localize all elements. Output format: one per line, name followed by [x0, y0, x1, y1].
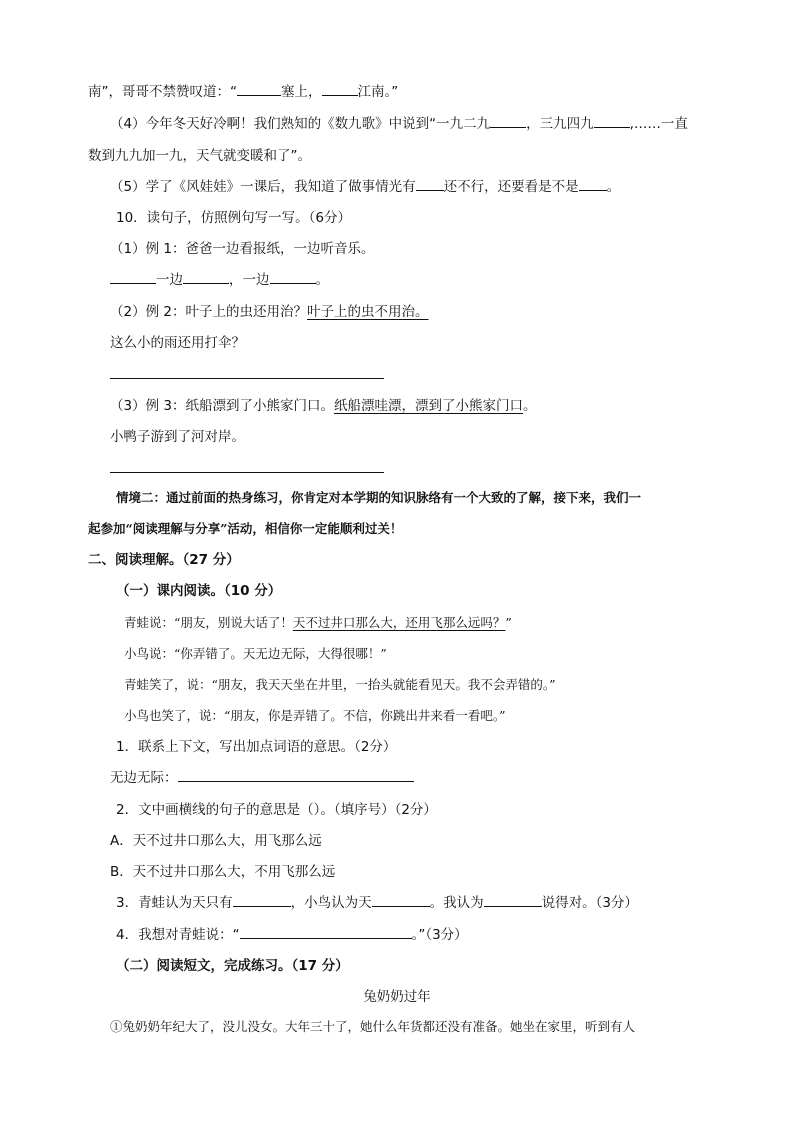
scene2-line2: 起参加“阅读理解与分享”活动，相信你一定能顺利过关！	[88, 521, 403, 536]
question-3-text-d: 说得对。（3分）	[541, 895, 638, 911]
q10-answer1-text-a: 一边	[156, 272, 183, 288]
passage-p1-underlined: 天不过井口那么大，还用飞那么远吗？	[292, 615, 506, 630]
q9-item5-text-b: 还不行，还要看是不是	[443, 179, 579, 195]
q10-example1: （1）例 1：爸爸一边看报纸，一边听音乐。	[110, 241, 375, 257]
q9-item4-text-c: ,……一直	[629, 116, 688, 132]
question-3-text-a: 3．青蛙认为天只有	[116, 895, 233, 911]
q10-answer1	[110, 270, 329, 290]
answer-blank[interactable]	[270, 270, 316, 284]
answer-line[interactable]	[110, 472, 384, 473]
answer-line[interactable]	[110, 378, 384, 379]
q10-example2	[110, 302, 428, 322]
part2-title: （二）阅读短文，完成练习。（17 分）	[116, 958, 349, 974]
answer-blank[interactable]	[484, 893, 542, 907]
question-4-text-a: 4．我想对青蛙说：“	[116, 927, 240, 943]
q10-example2-underlined: 叶子上的虫不用治。	[306, 304, 429, 320]
question-2-option-a[interactable]: A．天不过井口那么大，用飞那么远	[110, 833, 322, 849]
q9-item4-text-a: （4）今年冬天好冷啊！我们熟知的《数九歌》中说到“一九二九	[110, 116, 491, 132]
answer-blank[interactable]	[416, 177, 444, 191]
answer-blank[interactable]	[579, 177, 607, 191]
q10-answer1-text-b: ，一边	[229, 272, 270, 288]
q10-example3-underlined: 纸船漂哇漂，漂到了小熊家门口	[333, 398, 523, 414]
answer-blank[interactable]	[594, 114, 630, 128]
question-1-label: 无边无际：	[110, 770, 178, 786]
answer-blank[interactable]	[240, 925, 412, 939]
q10-example2-text: （2）例 2：叶子上的虫还用治？	[110, 304, 307, 320]
q10-example3	[110, 396, 536, 416]
question-1-answer	[110, 768, 414, 788]
answer-blank[interactable]	[233, 893, 291, 907]
q10-example3-text: （3）例 3：纸船漂到了小熊家门口。	[110, 398, 334, 414]
answer-blank[interactable]	[178, 768, 414, 782]
q9-item5	[110, 177, 620, 197]
q9-line3-text-a: 南”，哥哥不禁赞叹道：“	[88, 84, 237, 100]
question-4	[116, 925, 468, 945]
answer-blank[interactable]	[322, 82, 358, 96]
question-3-text-b: ，小鸟认为天	[290, 895, 372, 911]
answer-blank[interactable]	[490, 114, 526, 128]
part1-title: （一）课内阅读。（10 分）	[116, 583, 282, 599]
answer-blank[interactable]	[183, 270, 229, 284]
answer-blank[interactable]	[237, 82, 281, 96]
question-2-option-b[interactable]: B．天不过井口那么大，不用飞那么远	[110, 864, 336, 880]
question-2: 2．文中画横线的句子的意思是（）。（填序号）（2分）	[116, 802, 437, 818]
question-3-text-c: 。我认为	[429, 895, 484, 911]
question-4-text-b: 。”（3分）	[411, 927, 468, 943]
passage-p3: 青蛙笑了，说：“朋友，我天天坐在井里，一抬头就能看见天。我不会弄错的。”	[124, 677, 556, 692]
q10-task2: 这么小的雨还用打伞？	[110, 335, 245, 351]
question-1: 1．联系上下文，写出加点词语的意思。（2分）	[116, 739, 397, 755]
q10-answer1-text-c: 。	[315, 272, 329, 288]
question-3	[116, 893, 638, 913]
answer-blank[interactable]	[110, 270, 156, 284]
passage-p1	[124, 613, 512, 633]
story-paragraph-1: ①兔奶奶年纪大了，没儿没女。大年三十了，她什么年货都还没有准备。她坐在家里，听到有人	[110, 1019, 636, 1034]
q9-item4-text-b: ，三九四九	[526, 116, 594, 132]
passage-p2: 小鸟说：“你弄错了。天无边无际，大得很哪！”	[124, 646, 387, 661]
passage-p4: 小鸟也笑了，说：“朋友，你是弄错了。不信，你跳出井来看一看吧。”	[124, 708, 506, 723]
q9-item4	[110, 114, 688, 134]
scene2-line1: 情境二：通过前面的热身练习，你肯定对本学期的知识脉络有一个大致的了解，接下来，我们一	[116, 490, 642, 505]
q10-example3-end: 。	[522, 398, 537, 414]
q9-item5-text-c: 。	[606, 179, 621, 195]
passage-p1-end: ”	[505, 615, 512, 630]
q9-item5-text-a: （5）学了《风娃娃》一课后，我知道了做事情光有	[110, 179, 416, 195]
passage-p1-text: 青蛙说：“朋友，别说大话了！	[124, 615, 293, 630]
answer-blank[interactable]	[372, 893, 430, 907]
q9-line3-text-b: 塞上，	[281, 84, 322, 100]
q10-title: 10．读句子，仿照例句写一写。（6分）	[116, 210, 352, 226]
q9-item4-continuation: 数到九九加一九，天气就变暖和了”。	[88, 148, 311, 164]
q9-line3-text-c: 江南。”	[357, 84, 399, 100]
section2-title: 二、阅读理解。（27 分）	[88, 552, 240, 568]
story-title: 兔奶奶过年	[363, 989, 431, 1005]
q9-line3	[88, 82, 398, 102]
q10-task3: 小鸭子游到了河对岸。	[110, 429, 245, 445]
